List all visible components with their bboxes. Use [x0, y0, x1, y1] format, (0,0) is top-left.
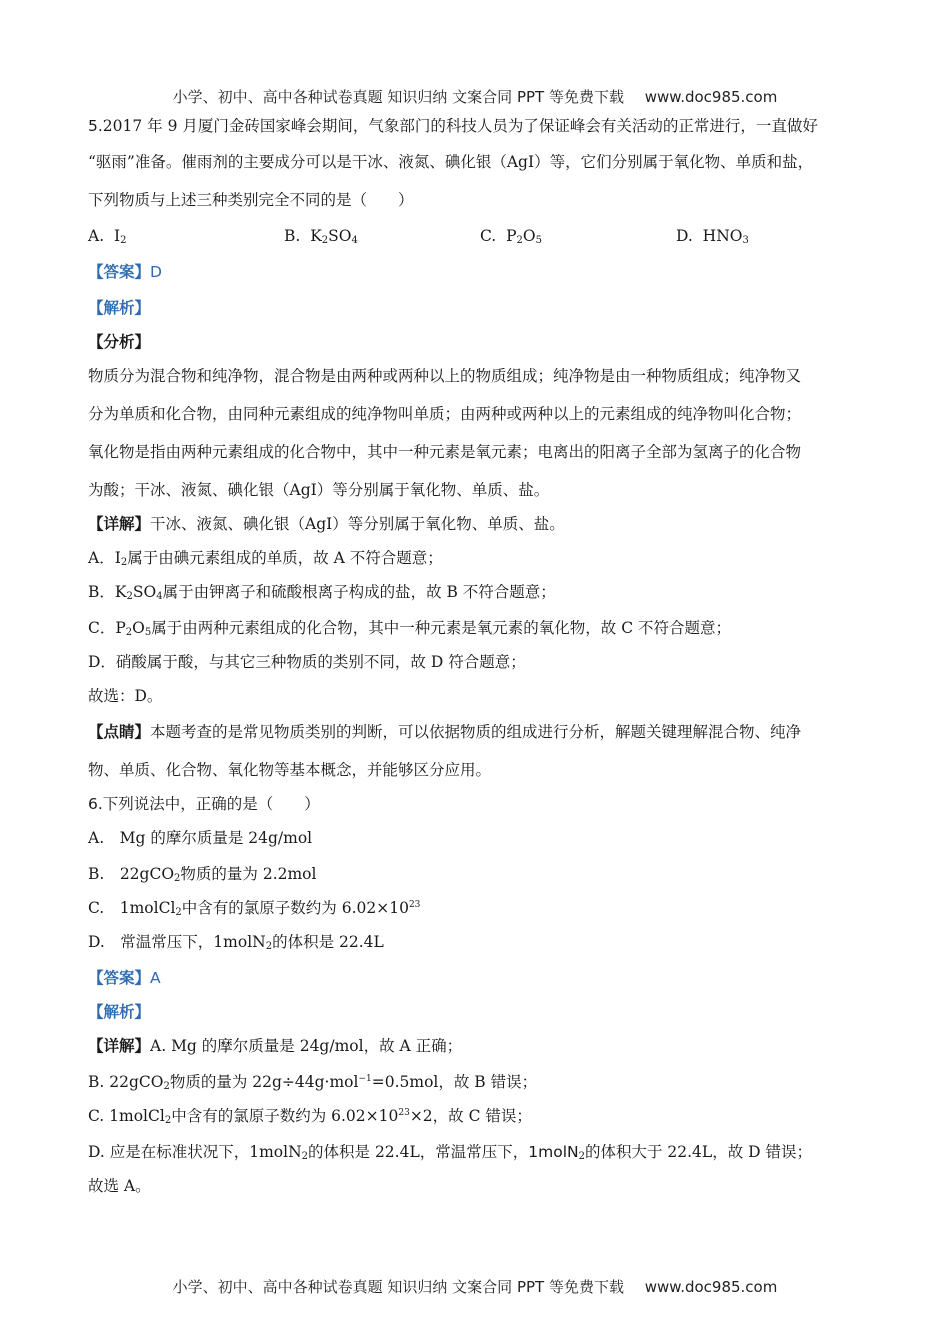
page-header [0, 86, 950, 107]
q5-detail-b: B．$K_2SO_4$属于由钾离子和硫酸根离子构成的盐，故 B 不符合题意； [88, 583, 556, 602]
q5-choose: 故选：D。 [88, 687, 163, 705]
footer-text: 小学、初中、高中各种试卷真题 知识归纳 文案合同 PPT 等免费下载 [172, 1278, 624, 1296]
q6-detail-a: 【详解】A. Mg 的摩尔质量是 24g/mol，故 A 正确； [88, 1036, 463, 1055]
q5-fenxi-tag: 【分析】 [88, 332, 151, 351]
header-text: 小学、初中、高中各种试卷真题 知识归纳 文案合同 PPT 等免费下载 [172, 88, 624, 106]
header-site-link[interactable]: www.doc985.com [644, 88, 778, 106]
q5-stem-line-3: 下列物质与上述三种类别完全不同的是（ ） [88, 191, 414, 209]
q5-detail-c: C．$P_2O_5$属于由两种元素组成的化合物，其中一种元素是氧元素的氧化物，故 C 不符合题意； [88, 619, 731, 638]
q5-option-d[interactable]: D. $HNO_3$ [676, 227, 749, 246]
q6-xiangjie-tag: 【详解】 [88, 1036, 151, 1055]
q6-number: 6. [88, 795, 103, 813]
q5-jiexi-tag: 【解析】 [88, 298, 151, 317]
q6-detail-c: C. 1molCl$_2$中含有的氯原子数约为 $6.02\times 10^{23}\times 2$，故 C 错误； [88, 1107, 532, 1126]
q5-options [88, 226, 872, 246]
q5-xiangjie: 【详解】干冰、液氮、碘化银（AgI）等分别属于氧化物、单质、盐。 [88, 514, 565, 533]
q6-answer-tag: 【答案】 [88, 968, 151, 987]
q6-detail-d: D. 应是在标准状况下，1molN$_2$的体积是 22.4L，常温常压下，1molN$_2$的体积大于 22.4L，故 D 错误； [88, 1143, 812, 1162]
q5-fenxi-line-4: 为酸；干冰、液氮、碘化银（AgI）等分别属于氧化物、单质、盐。 [88, 481, 550, 499]
q5-stem-line-2: “驱雨”准备。催雨剂的主要成分可以是干冰、液氮、碘化银（AgI）等，它们分别属于氧化物、单质和盐， [88, 153, 814, 171]
q6-jiexi-tag: 【解析】 [88, 1002, 151, 1021]
q5-stem-line-1: 5.2017 年 9 月厦门金砖国家峰会期间，气象部门的科技人员为了保证峰会有关活动的正常进行，一直做好 [88, 117, 818, 135]
q5-option-c[interactable]: C. $P_2O_5$ [480, 227, 542, 246]
q5-number: 5. [88, 117, 103, 135]
q5-option-a[interactable]: A. $I_2$ [88, 227, 127, 246]
q5-fenxi-line-1: 物质分为混合物和纯净物，混合物是由两种或两种以上的物质组成；纯净物是由一种物质组成；纯净物又 [88, 367, 802, 385]
q5-dianjing-tag: 【点睛】 [88, 722, 151, 741]
q5-xiangjie-tag: 【详解】 [88, 514, 151, 533]
q5-answer-tag: 【答案】 [88, 262, 151, 281]
q5-answer-value: D [150, 263, 162, 281]
q5-fenxi-line-3: 氧化物是指由两种元素组成的化合物中，其中一种元素是氧元素；电离出的阳离子全部为氢离子的化合物 [88, 443, 802, 461]
footer-site-link[interactable]: www.doc985.com [644, 1278, 778, 1296]
q5-dianjing-2: 物、单质、化合物、氧化物等基本概念，并能够区分应用。 [88, 761, 492, 779]
page-footer [0, 1276, 950, 1297]
q5-answer [88, 262, 162, 282]
q5-detail-d: D．硝酸属于酸，与其它三种物质的类别不同，故 D 符合题意； [88, 653, 526, 671]
q5-dianjing-1: 【点睛】本题考查的是常见物质类别的判断，可以依据物质的组成进行分析，解题关键理解混合物、纯净 [88, 722, 802, 741]
q6-detail-b: B. 22gCO$_2$物质的量为 22g÷44g·mol$^{-1}$=0.5mol，故 B 错误； [88, 1073, 538, 1092]
q5-option-b[interactable]: B. $K_2SO_4$ [284, 227, 358, 246]
q6-answer [88, 968, 161, 988]
q6-option-c[interactable]: C. 1molCl$_2$中含有的氯原子数约为 $6.02\times 10^{23}$ [88, 899, 421, 918]
q6-stem: 6.下列说法中，正确的是（ ） [88, 795, 320, 813]
q6-option-d[interactable]: D. 常温常压下，1molN$_2$的体积是 22.4L [88, 933, 384, 952]
q6-option-b[interactable]: B. 22gCO$_2$物质的量为 2.2mol [88, 865, 317, 884]
q6-choose: 故选 A。 [88, 1177, 151, 1195]
q6-answer-value: A [150, 969, 161, 987]
q5-detail-a: A．$I_2$属于由碘元素组成的单质，故 A 不符合题意； [88, 549, 443, 568]
q6-option-a[interactable]: A. Mg 的摩尔质量是 24g/mol [88, 829, 313, 847]
q5-fenxi-line-2: 分为单质和化合物，由同种元素组成的纯净物叫单质；由两种或两种以上的元素组成的纯净物叫化合物； [88, 405, 802, 423]
